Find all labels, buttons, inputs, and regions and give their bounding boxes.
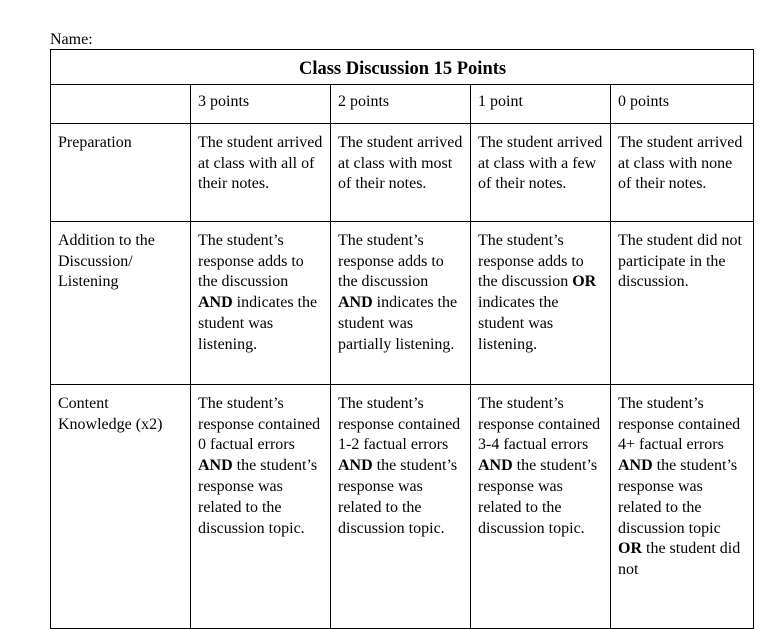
cell-content-3 [191,384,331,628]
cell-addition-1 [471,221,611,384]
name-label: Name: [50,31,93,48]
cell-text: The student arrived at class with a few of their notes. [478,133,603,193]
cell-text: The student’s response contained 1-2 factual errors [338,394,461,454]
cell-text: the student’s response was related to the discussion topic. [478,457,598,537]
row-addition-listening [51,221,754,384]
cell-text: The student’s response adds to the discussion [198,231,304,291]
keyword-and: AND [338,457,373,475]
criterion-addition-listening: Addition to the Discussion/ Listening [51,221,191,384]
header-0-points: 0 points [611,84,754,123]
cell-text: The student arrived at class with most of their notes. [338,133,463,193]
keyword-and: AND [478,457,513,475]
cell-text: the student did not [618,540,741,579]
cell-text: the student’s response was related to the discussion topic. [198,457,318,537]
keyword-and: AND [338,294,373,312]
cell-text: the student’s response was related to the discussion topic [618,457,738,537]
keyword-or: OR [572,273,597,291]
header-3-points: 3 points [191,84,331,123]
cell-addition-3 [191,221,331,384]
cell-text: indicates the student was partially listening. [338,294,458,353]
keyword-and: AND [198,457,233,475]
cell-text: The student’s response contained 3-4 factual errors [478,394,601,454]
cell-addition-2 [331,221,471,384]
cell-preparation-0 [611,123,754,221]
cell-preparation-1 [471,123,611,221]
rubric-table [50,49,754,629]
cell-content-2 [331,384,471,628]
criterion-content-knowledge: Content Knowledge (x2) [51,384,191,628]
cell-text: The student arrived at class with none of their notes. [618,133,743,193]
cell-text: The student’s response adds to the discussion [478,231,584,291]
cell-text: the student’s response was related to the discussion topic. [338,457,458,537]
cell-content-0 [611,384,754,628]
keyword-or: OR [618,540,642,558]
header-blank [51,84,191,123]
header-row [51,84,754,123]
row-content-knowledge [51,384,754,628]
keyword-and: AND [198,294,233,312]
criterion-preparation: Preparation [51,123,191,221]
cell-text: The student’s response contained 0 factual errors [198,394,321,454]
cell-addition-0 [611,221,754,384]
title-row [51,50,754,85]
cell-content-1 [471,384,611,628]
cell-preparation-2 [331,123,471,221]
header-1-point: 1 point [471,84,611,123]
row-preparation [51,123,754,221]
cell-text: indicates the student was listening. [198,294,318,353]
cell-text: The student did not participate in the discussion. [618,231,742,291]
cell-text: The student’s response contained 4+ factual errors [618,394,741,454]
cell-preparation-3 [191,123,331,221]
cell-text: The student’s response adds to the discussion [338,231,444,291]
cell-text: The student arrived at class with all of their notes. [198,133,323,193]
keyword-and: AND [618,457,653,475]
rubric-title: Class Discussion 15 Points [51,50,754,85]
cell-text: indicates the student was listening. [478,294,559,353]
header-2-points: 2 points [331,84,471,123]
